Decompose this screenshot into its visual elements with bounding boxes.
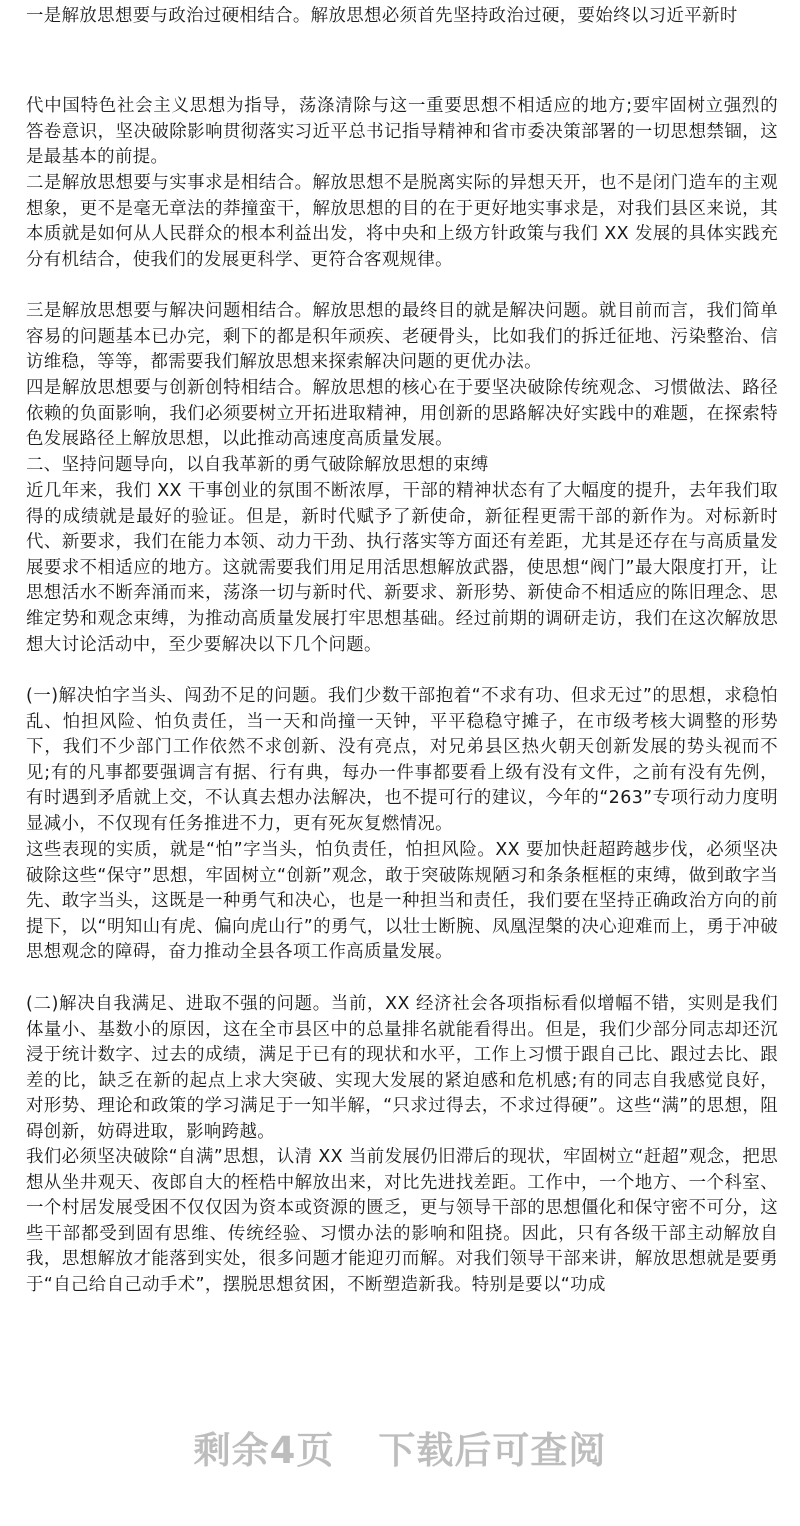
paragraph-8: (二)解决自我满足、进取不强的问题。当前，XX 经济社会各项指标看似增幅不错，实则是我们体量小、基数小的原因，这在全市县区中的总量排名就能看得出。但是，我们少部分同志却还沉浸于统计数字、过去的成绩，满足于已有的现状和水平，工作上习惯于跟自己比、跟过去比、跟差的比，缺乏在新的起点上求大突破、实现大发展的紧迫感和危机感;有的同志自我感觉良好，对形势、理论和政策的学习满足于一知半解，“只求过得去，不求过得硬”。这些“满”的思想，阻碍创新，妨碍进取，影响跨越。 [26, 994, 778, 1142]
download-prompt-label[interactable]: 下载后可查阅 [378, 1429, 607, 1472]
paragraph-1a: 一是解放思想要与政治过硬相结合。解放思想必须首先坚持政治过硬，要始终以习近平新时 [26, 6, 738, 26]
paragraph-5: 近几年来，我们 XX 干事创业的氛围不断浓厚，干部的精神状态有了大幅度的提升，去年我们取得的成绩就是最好的验证。但是，新时代赋予了新使命，新征程更需干部的新作为。对标新时代、新要求，我们在能力本领、动力干劲、执行落实等方面还有差距，尤其是还存在与高质量发展要求不相适应的地方。这就需要我们用足用活思想解放武器，使思想“阀门”最大限度打开，让思想活水不断奔涌而来，荡涤一切与新时代、新要求、新形势、新使命不相适应的陈旧理念、思维定势和观念束缚，为推动高质量发展打牢思想基础。经过前期的调研走访，我们在这次解放思想大讨论活动中，至少要解决以下几个问题。 [26, 481, 778, 655]
download-banner[interactable] [0, 1416, 800, 1486]
paragraph-6: (一)解决怕字当头、闯劲不足的问题。我们少数干部抱着“不求有功、但求无过”的思想，求稳怕乱、怕担风险、怕负责任，当一天和尚撞一天钟，平平稳稳守摊子，在市级考核大调整的形势下，我们不少部门工作依然不求创新、没有亮点，对兄弟县区热火朝天创新发展的势头视而不见;有的凡事都要强调言有据、行有典，每办一件事都要看上级有没有文件，之前有没有先例，有时遇到矛盾就上交，不认真去想办法解决，也不提可行的建议，今年的“263”专项行动力度明显减小，不仅现有任务推进不力，更有死灰复燃情况。 [26, 686, 778, 834]
paragraph-1b: 代中国特色社会主义思想为指导，荡涤清除与这一重要思想不相适应的地方;要牢固树立强烈的答卷意识，坚决破除影响贯彻落实习近平总书记指导精神和省市委决策部署的一切思想禁锢，这是最基本的前提。 [26, 96, 778, 168]
paragraph-2: 二是解放思想要与实事求是相结合。解放思想不是脱离实际的异想天开，也不是闭门造车的主观想象，更不是毫无章法的莽撞蛮干，解放思想的目的在于更好地实事求是，对我们县区来说，其本质就是如何从人民群众的根本利益出发，将中央和上级方针政策与我们 XX 发展的具体实践充分有机结合，使我们的发展更科学、更符合客观规律。 [26, 173, 778, 270]
paragraph-4: 四是解放思想要与创新创特相结合。解放思想的核心在于要坚决破除传统观念、习惯做法、路径依赖的负面影响，我们必须要树立开拓进取精神，用创新的思路解决好实践中的难题，在探索特色发展路径上解放思想，以此推动高速度高质量发展。 [26, 378, 778, 450]
paragraph-3: 三是解放思想要与解决问题相结合。解放思想的最终目的就是解决问题。就目前而言，我们简单容易的问题基本已办完，剩下的都是积年顽疾、老硬骨头，比如我们的拆迁征地、污染整治、信访维稳，等等，都需要我们解放思想来探索解决问题的更优办法。 [26, 301, 778, 373]
section-heading-2: 二、坚持问题导向，以自我革新的勇气破除解放思想的束缚 [26, 455, 489, 475]
paragraph-9: 我们必须坚决破除“自满”思想，认清 XX 当前发展仍旧滞后的现状，牢固树立“赶超”观念，把思想从坐井观天、夜郎自大的桎梏中解放出来，对比先进找差距。工作中，一个地方、一个科室、一个村居发展受困不仅仅因为资本或资源的匮乏，更与领导干部的思想僵化和保守密不可分，这些干部都受到固有思维、传统经验、习惯办法的影响和阻挠。因此，只有各级干部主动解放自我，思想解放才能落到实处，很多问题才能迎刃而解。对我们领导干部来讲，解放思想就是要勇于“自己给自己动手术”，摆脱思想贫困，不断塑造新我。特别是要以“功成 [26, 1147, 778, 1295]
paragraph-7: 这些表现的实质，就是“怕”字当头，怕负责任，怕担风险。XX 要加快赶超跨越步伐，必须坚决破除这些“保守”思想，牢固树立“创新”观念，敢于突破陈规陋习和条条框框的束缚，做到敢字当先、敢字当头，这既是一种勇气和决心，也是一种担当和责任，我们要在坚持正确政治方向的前提下，以“明知山有虎、偏向虎山行”的勇气，以壮士断腕、凤凰涅槃的决心迎难而上，勇于冲破思想观念的障碍，奋力推动全县各项工作高质量发展。 [26, 840, 778, 963]
remaining-pages-label: 剩余4页 [193, 1429, 335, 1472]
